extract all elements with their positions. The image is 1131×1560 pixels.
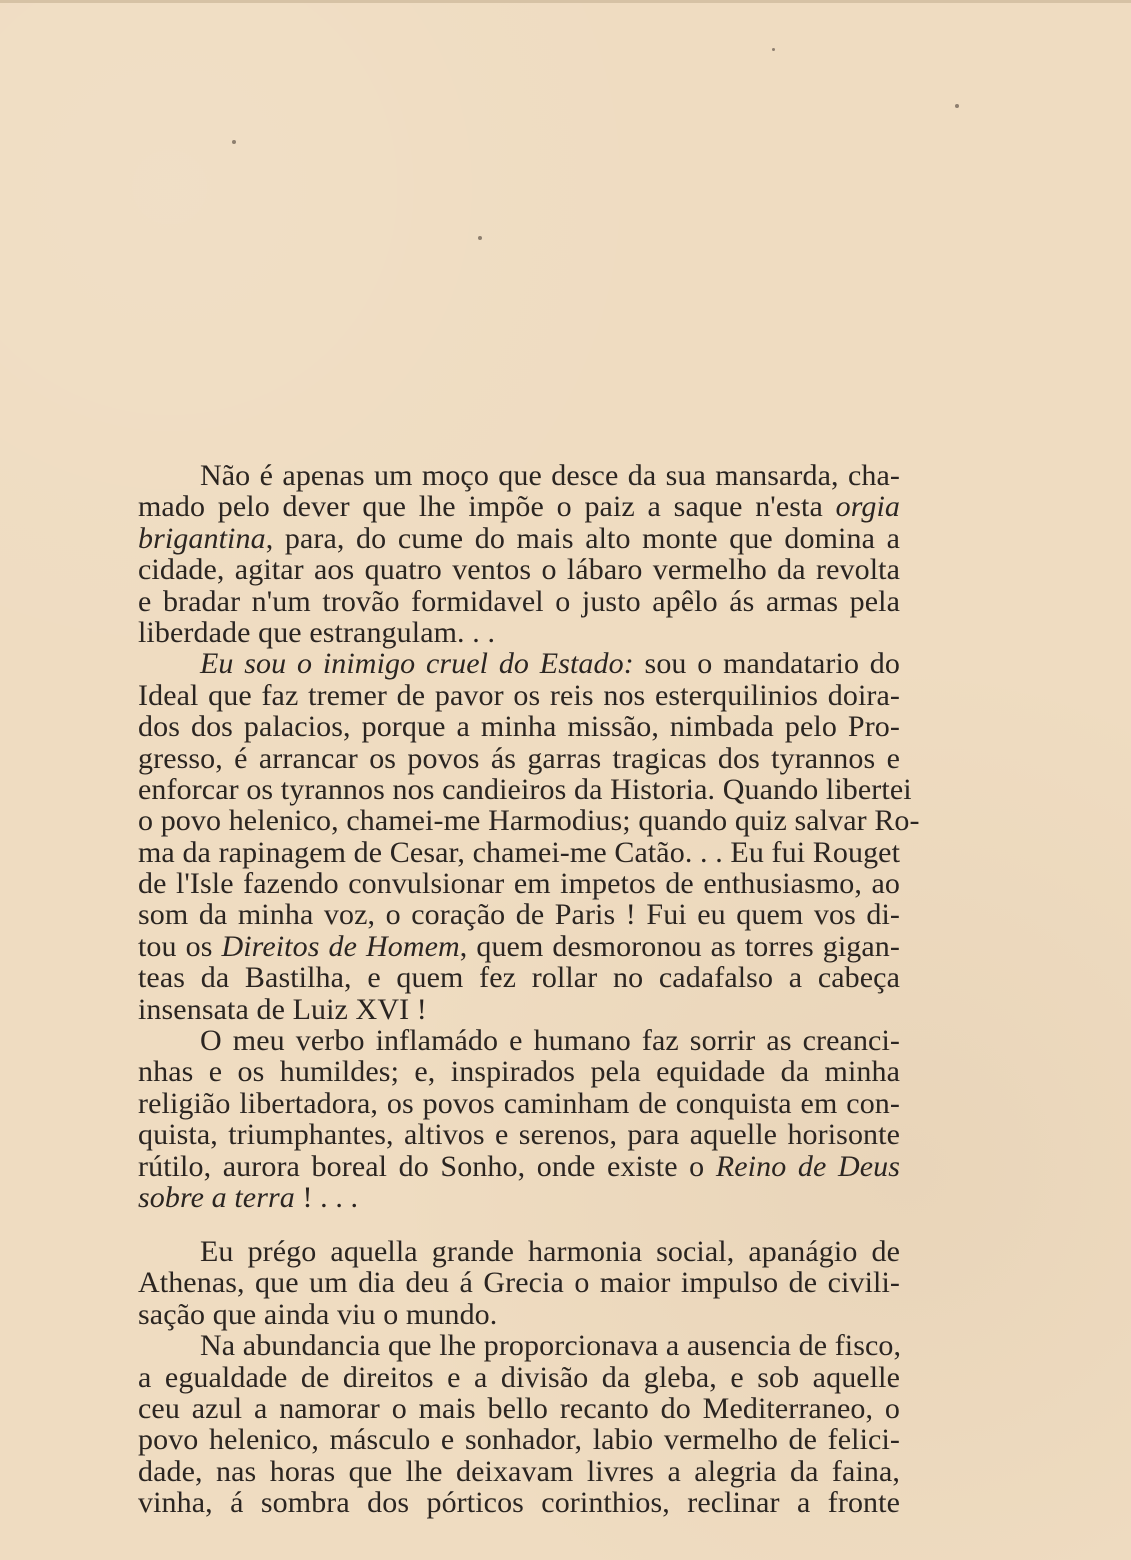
- text-line: [138, 523, 900, 554]
- text-line: sação que ainda viu o mundo.: [138, 1297, 498, 1331]
- text-line: enforcar os tyrannos nos candieiros da Historia. Quando libertei: [138, 772, 912, 806]
- text-line: liberdade que estrangulam. . .: [138, 615, 496, 649]
- text-line: nhas e os humildes; e, inspirados pela equidade da minha: [138, 1055, 900, 1089]
- text-line: dos dos palacios, porque a minha missão, nimbada pelo Pro-: [138, 710, 900, 744]
- text-line: cidade, agitar aos quatro ventos o lábaro vermelho da revolta: [138, 553, 900, 587]
- italic-fragment: brigantina: [138, 521, 266, 555]
- text-fragment: sou o mandatario do: [633, 647, 901, 681]
- text-line: O meu verbo inflamádo e humano faz sorrir as creanci-: [200, 1024, 900, 1058]
- text-line: dade, nas horas que lhe deixavam livres a alegria da faina,: [138, 1454, 900, 1488]
- text-line: ceu azul a namorar o mais bello recanto do Mediterraneo, o: [138, 1391, 900, 1425]
- italic-fragment: Eu sou o inimigo cruel do Estado:: [200, 647, 634, 681]
- text-line: religião libertadora, os povos caminham de conquista em con-: [138, 1086, 900, 1120]
- page-top-edge: [0, 0, 1131, 3]
- text-line: [138, 931, 900, 962]
- text-line: o povo helenico, chamei-me Harmodius; quando quiz salvar Ro-: [138, 804, 920, 838]
- text-fragment: tou os: [138, 929, 222, 963]
- text-fragment: rútilo, aurora boreal do Sonho, onde existe o: [138, 1149, 716, 1183]
- text-line: [138, 491, 900, 522]
- text-line: Athenas, que um dia deu á Grecia o maior impulso de civili-: [138, 1266, 900, 1300]
- text-fragment: ! . . .: [294, 1180, 359, 1214]
- text-line: vinha, á sombra dos pórticos corinthios, reclinar a fronte: [138, 1486, 900, 1520]
- text-line: [138, 1151, 900, 1182]
- italic-fragment: orgia: [835, 490, 900, 524]
- text-fragment: mado pelo dever que lhe impõe o paiz a saque n'esta: [138, 490, 836, 524]
- text-line: e bradar n'um trovão formidavel o justo apêlo ás armas pela: [138, 584, 900, 618]
- text-line: gresso, é arrancar os povos ás garras tragicas dos tyrannos e: [138, 741, 900, 775]
- text-section-1: [138, 459, 920, 1214]
- paper-speck: [478, 236, 482, 240]
- paper-speck: [232, 140, 236, 144]
- text-fragment: , quem desmoronou as torres gigan-: [459, 929, 900, 963]
- text-line: de l'Isle fazendo convulsionar em impetos de enthusiasmo, ao: [138, 867, 900, 901]
- text-fragment: , para, do cume do mais alto monte que domina a: [265, 521, 900, 555]
- text-line: Eu prégo aquella grande harmonia social, apanágio de: [200, 1235, 900, 1268]
- paper-speck: [955, 104, 959, 108]
- text-line: a egualdade de direitos e a divisão da gleba, e sob aquelle: [138, 1360, 900, 1394]
- text-section-2: [138, 1236, 900, 1519]
- text-line: insensata de Luiz XVI !: [138, 992, 427, 1026]
- text-line: Não é apenas um moço que desce da sua mansarda, cha-: [200, 459, 900, 492]
- paper-speck: [772, 48, 775, 51]
- text-line: quista, triumphantes, altivos e serenos, para aquelle horisonte: [138, 1118, 900, 1152]
- italic-fragment: sobre a terra: [138, 1180, 295, 1214]
- text-line: Na abundancia que lhe proporcionava a ausencia de fisco,: [200, 1329, 902, 1363]
- text-line: povo helenico, másculo e sonhador, labio vermelho de felici-: [138, 1423, 900, 1457]
- italic-fragment: Direitos de Homem: [221, 929, 460, 963]
- text-line: [138, 648, 900, 679]
- text-line: teas da Bastilha, e quem fez rollar no cadafalso a cabeça: [138, 961, 900, 995]
- italic-fragment: Reino de Deus: [715, 1149, 900, 1183]
- text-line: Ideal que faz tremer de pavor os reis nos esterquilinios doira-: [138, 678, 900, 712]
- text-line: [138, 1182, 900, 1213]
- text-line: som da minha voz, o coração de Paris ! Fui eu quem vos di-: [138, 898, 900, 932]
- text-line: ma da rapinagem de Cesar, chamei-me Catão. . . Eu fui Rouget: [138, 835, 901, 869]
